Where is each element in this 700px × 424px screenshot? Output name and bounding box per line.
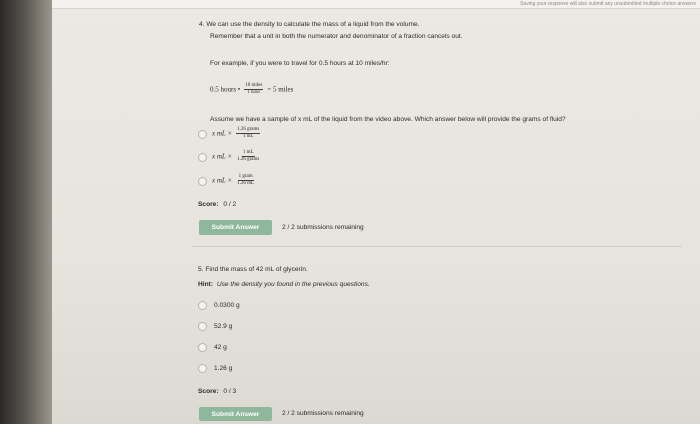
option-fraction [236,150,260,163]
q4-submissions-remaining: 2 / 2 submissions remaining [282,224,364,231]
q5-question: 5. Find the mass of 42 mL of glycerin. [198,266,308,273]
option-lead: x mL × [212,152,233,161]
example-denominator: 1 hour [247,90,261,95]
q5-option-2-label[interactable]: 52.9 g [214,323,233,330]
option-lead: x mL × [212,129,233,138]
q4-score [198,201,236,208]
q4-option-3[interactable] [212,174,257,187]
hint-label: Hint: [198,281,214,288]
option-fraction [236,174,255,187]
q4-example-text: For example, if you were to travel for 0.5 hours at 10 miles/hr: [210,60,390,67]
option-denominator: 1.26 grams [237,157,260,162]
example-rhs: = 5 miles [267,85,294,94]
option-lead: x mL × [212,176,233,185]
q5-option-3-radio[interactable] [198,343,207,352]
q5-score [198,388,236,395]
q4-option-1-radio[interactable] [198,130,207,139]
q5-option-3-label[interactable]: 42 g [214,344,227,351]
save-notice: Saving your response will also submit any unsubmitted multiple choice answers [520,1,696,7]
q5-option-4-label[interactable]: 1.26 g [214,365,233,372]
option-denominator: 1 mL [242,134,254,139]
q4-option-2-radio[interactable] [198,153,207,162]
q5-submissions-remaining: 2 / 2 submissions remaining [282,410,364,417]
q5-hint [198,281,370,288]
question-divider [192,246,682,247]
option-numerator: 1 gram [238,174,253,179]
option-numerator: 1.26 grams [237,127,260,132]
left-edge-shadow [0,0,52,424]
option-numerator: 1 mL [242,150,254,155]
example-numerator: 10 miles [245,83,263,88]
q4-option-1[interactable] [212,127,262,140]
score-label: Score: [198,201,219,208]
q5-submit-button[interactable]: Submit Answer [199,407,272,421]
q4-option-3-radio[interactable] [198,177,207,186]
example-fraction [244,83,263,96]
option-denominator: 1.26 mL [237,181,255,186]
q5-option-1-label[interactable]: 0.0300 g [214,302,240,309]
q4-line-1: 4. We can use the density to calculate the mass of a liquid from the volume. [199,21,420,28]
q4-option-2[interactable] [212,150,262,163]
score-value: 0 / 3 [223,388,237,395]
score-value: 0 / 2 [223,201,237,208]
top-strip [52,0,700,9]
q4-prompt: Assume we have a sample of x mL of the liquid from the video above. Which answer below will provide the grams of fluid? [210,116,566,123]
quiz-page [52,0,700,424]
example-lhs: 0.5 hours • [210,85,241,94]
q5-option-1-radio[interactable] [198,301,207,310]
q4-example-equation [210,83,293,96]
hint-text: Use the density you found in the previous questions. [216,281,370,288]
score-label: Score: [198,388,219,395]
q5-option-4-radio[interactable] [198,364,207,373]
q4-submit-button[interactable]: Submit Answer [199,220,272,235]
q4-line-2: Remember that a unit in both the numerator and denominator of a fraction cancels out. [210,33,463,40]
q5-option-2-radio[interactable] [198,322,207,331]
option-fraction [236,127,260,140]
